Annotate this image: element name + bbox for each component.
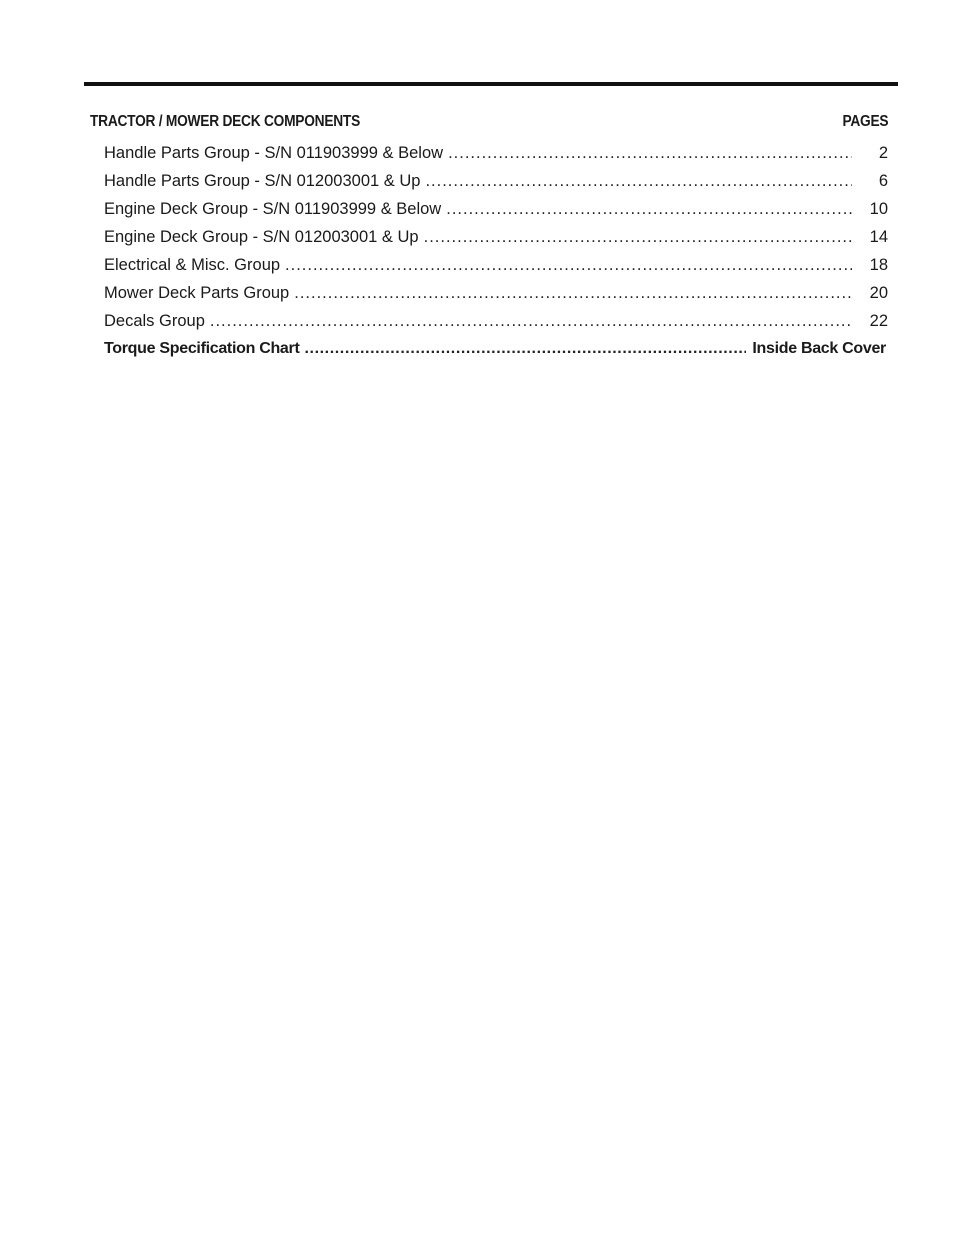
dot-leader — [210, 307, 852, 335]
toc-entry-label: Electrical & Misc. Group — [104, 256, 281, 274]
dot-leader — [285, 251, 852, 279]
dot-leader — [294, 279, 852, 307]
toc-header — [90, 113, 888, 139]
toc-entry-page: 20 — [869, 284, 888, 302]
toc-entry[interactable] — [90, 195, 888, 223]
dot-leader — [424, 223, 852, 251]
dot-leader — [425, 167, 852, 195]
toc-entry-label: Decals Group — [104, 312, 205, 330]
toc-entry-page: 10 — [869, 200, 888, 218]
toc-entry[interactable] — [90, 307, 888, 335]
table-of-contents — [90, 113, 888, 363]
toc-entry-page: 22 — [869, 312, 888, 330]
toc-entry-page: Inside Back Cover — [752, 340, 886, 357]
top-rule — [84, 82, 898, 86]
toc-entry-label: Torque Specification Chart — [104, 340, 300, 357]
toc-entry[interactable] — [90, 251, 888, 279]
toc-entry-page: 18 — [869, 256, 888, 274]
toc-entry[interactable] — [90, 223, 888, 251]
toc-entry-label: Handle Parts Group - S/N 011903999 & Below — [104, 144, 444, 162]
section-title: TRACTOR / MOWER DECK COMPONENTS — [90, 113, 361, 130]
toc-entry-label: Engine Deck Group - S/N 012003001 & Up — [104, 228, 419, 246]
dot-leader — [448, 139, 852, 167]
toc-entry[interactable] — [90, 279, 888, 307]
toc-entry[interactable] — [90, 167, 888, 195]
pages-column-header: PAGES — [842, 113, 888, 130]
toc-entry-torque-chart[interactable] — [90, 335, 888, 363]
dot-leader — [446, 195, 852, 223]
toc-entry[interactable] — [90, 139, 888, 167]
toc-entry-page: 14 — [869, 228, 888, 246]
toc-entry-page: 2 — [878, 144, 888, 162]
toc-entry-label: Mower Deck Parts Group — [104, 284, 290, 302]
toc-entry-page: 6 — [878, 172, 888, 190]
toc-entry-label: Engine Deck Group - S/N 011903999 & Below — [104, 200, 442, 218]
dot-leader — [304, 335, 746, 363]
toc-entry-label: Handle Parts Group - S/N 012003001 & Up — [104, 172, 421, 190]
